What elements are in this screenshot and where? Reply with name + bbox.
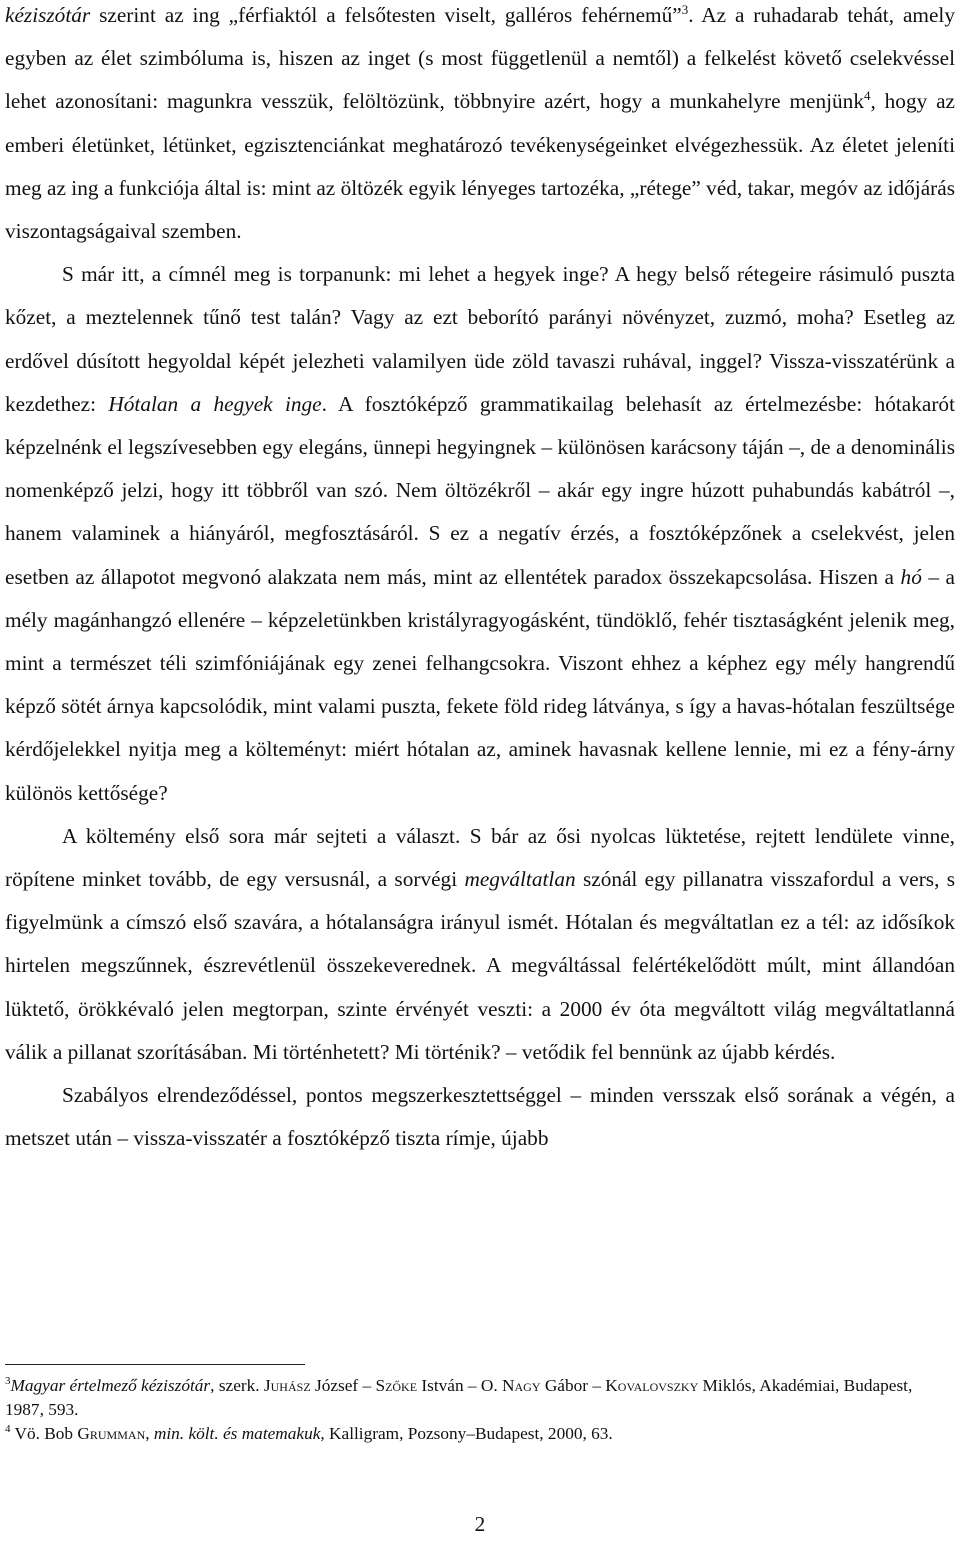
text-run: – a mély magánhangzó ellenére – képzeletünkben kristályragyogásként, tündöklő, fehér tisztaságként jelenik meg, mint a természet téli szimfóniájának egy zenei felhangcsokra. Viszont ehhez a képhez egy mély hangrendű képző sötét árnya kapcsolódik, mint valami puszta, fekete föld rideg látványa, s így a havas-hótalan feszültsége kérdőjelekkel nyitja meg a költeményt: miért hótalan az, aminek havasnak kellene lennie, mi ez a fény-árny különös kettősége? — [5, 564, 955, 805]
italic-text: Magyar értelmező kéziszótár — [10, 1376, 211, 1395]
text-run: . Az a ruhadarab tehát, amely egyben az élet szimbóluma is, hiszen az inget (s most függetlenül a nemtől) a felkelést követő cselekvéssel lehet azonosítani: magunkra vesszük, felöltözünk, többnyire azért, hogy a munkahelyre menjünk — [5, 3, 955, 114]
italic-text: Hótalan a hegyek inge — [108, 391, 322, 416]
italic-text: megváltatlan — [464, 867, 576, 892]
text-run: szerint az ing „férfiaktól a felsőtesten viselt, galléros fehérnemű” — [90, 3, 682, 27]
footnote-separator — [5, 1364, 305, 1365]
italic-text: kéziszótár — [5, 3, 91, 27]
footnotes — [5, 1374, 955, 1446]
italic-text: hó — [900, 564, 922, 589]
small-caps-text: rumman — [89, 1424, 146, 1443]
page-number: 2 — [474, 1512, 486, 1536]
text-run: József – S — [310, 1376, 386, 1395]
small-caps-text: zőke — [385, 1376, 418, 1395]
paragraph — [5, 815, 955, 1074]
text-run: , — [145, 1424, 154, 1443]
small-caps-text: ovalovszky — [617, 1376, 699, 1395]
text-run: Vö. Bob G — [10, 1424, 90, 1443]
paragraph — [5, 0, 955, 253]
footnote-marker: 3 — [681, 1, 689, 17]
text-run: Miklós, Akadémiai, Budapest, 1987, 593. — [5, 1376, 913, 1419]
text-run: , hogy az emberi életünket, létünket, egzisztenciánkat meghatározó tevékenységeinket elvégezhessük. Az életet jeleníti meg az ing a funkciója által is: mint az öltözék egyik lényeges tartozéka, „rétege” véd, takar, megóv az időjárás viszontagságaival szemben. — [5, 89, 955, 244]
footnote-marker: 3 — [5, 1375, 11, 1388]
footnote-marker: 4 — [5, 1423, 11, 1436]
text-run: S már itt, a címnél meg is torpanunk: mi lehet a hegyek inge? A hegy belső rétegeire rásimuló puszta kőzet, a meztelennek tűnő test talán? Vagy az ezt beborító parányi növényzet, zuzmó, moha? Esetleg az erdővel dúsított hegyoldal képét jelezheti valamilyen üde zöld tavaszi ruhával, inggel? Vissza-visszatérünk a kezdethez: — [5, 262, 955, 416]
footnote-marker: 4 — [863, 88, 871, 104]
footnote — [5, 1374, 955, 1422]
text-run: , szerk. J — [210, 1376, 271, 1395]
text-run: . A fosztóképző grammatikailag belehasít az értelmezésbe: hótakarót képzelnénk el legszívesebben egy elegáns, ünnepi hegyingnek – különösen karácsony táján –, de a denominális nomenképző jelzi, hogy itt többről van szó. Nem öltözékről – akár egy ingre húzott puhabundás kabátról –, hanem valaminek a hiányáról, megfosztásáról. S ez a negatív érzés, a fosztóképzőnek a cselekvést, jelen esetben az állapotot megvonó alakzata nem más, mint az ellentétek paradox összekapcsolása. Hiszen a — [5, 391, 955, 589]
text-run: Gábor – K — [540, 1376, 618, 1395]
small-caps-text: agy — [514, 1376, 541, 1395]
text-run: Kalligram, Pozsony–Budapest, 2000, 63. — [324, 1424, 613, 1443]
body-text — [5, 0, 955, 1160]
footnote — [5, 1422, 955, 1446]
paragraph — [5, 1074, 955, 1160]
text-run: szónál egy pillanatra visszafordul a vers, s figyelmünk a címszó első szavára, a hótalanságra irányul ismét. Hótalan és megváltatlan ez a tél: az idősíkok hirtelen megszűnnek, észrevétlenül összekeverednek. A megváltással felértékelődött múlt, mint állandóan lüktető, örökkévaló jelen megtorpan, szinte érvényét veszti: a 2000 év óta megváltott világ megváltatlanná válik a pillanat szorításában. Mi történhetett? Mi történik? – vetődik fel bennünk az újabb kérdés. — [5, 867, 955, 1064]
paragraph — [5, 253, 955, 815]
text-run: István – O. N — [417, 1376, 515, 1395]
text-run: Szabályos elrendeződéssel, pontos megszerkesztettséggel – minden versszak első sorának a végén, a metszet után – vissza-visszatér a fosztóképző tiszta rímje, újabb — [5, 1083, 955, 1151]
small-caps-text: uhász — [270, 1376, 311, 1395]
text-run: A költemény első sora már sejteti a választ. S bár az ősi nyolcas lüktetése, rejtett lendülete vinne, röpítene minket tovább, de egy versusnál, a sorvégi — [5, 823, 955, 892]
italic-text: min. költ. és matemakuk, — [153, 1424, 325, 1443]
